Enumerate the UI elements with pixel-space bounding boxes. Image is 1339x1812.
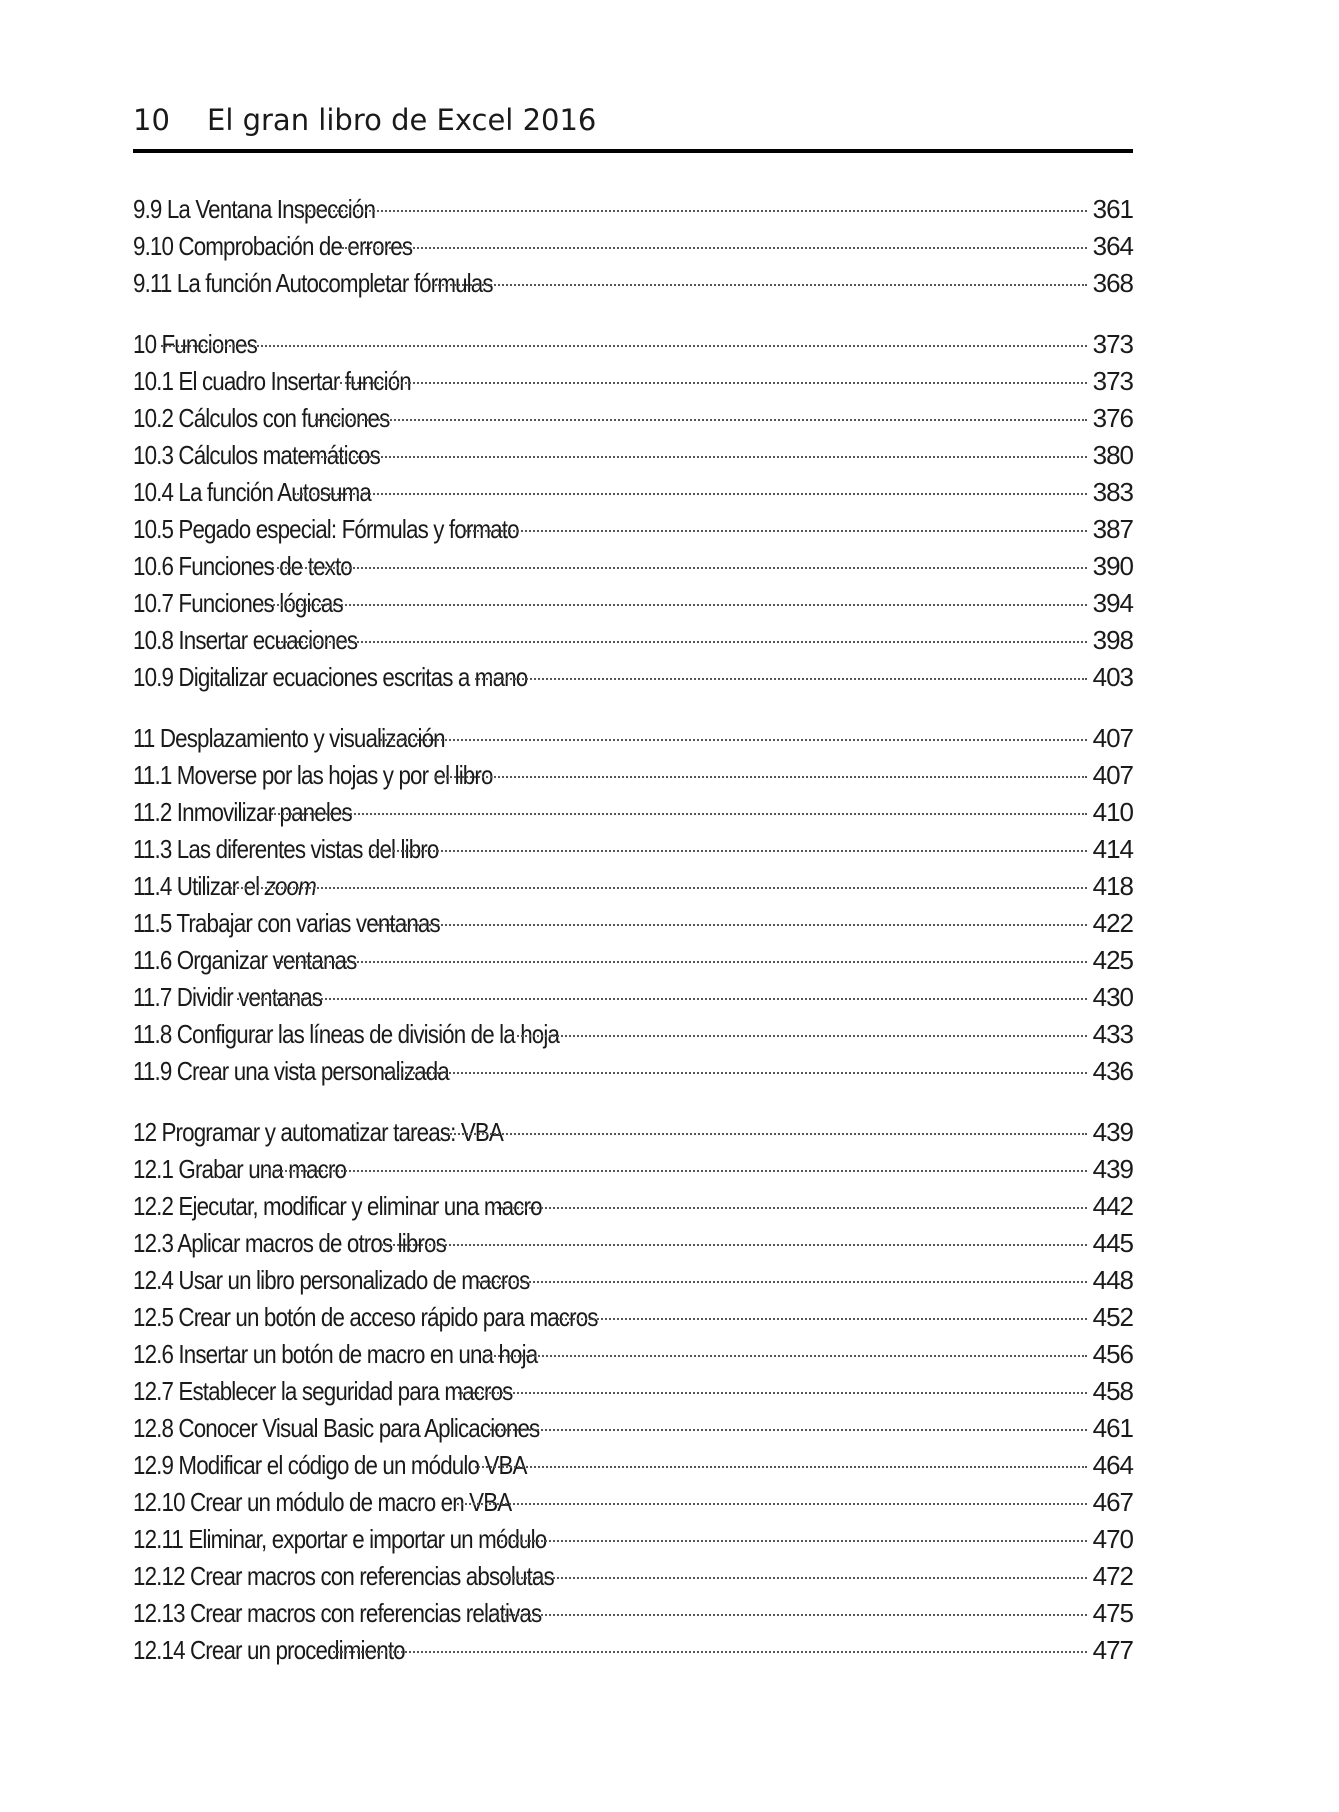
toc-entry-title	[133, 1016, 559, 1053]
toc-entry-page-number: 470	[1092, 1524, 1133, 1554]
dot-leader	[372, 850, 1086, 852]
toc-entry-page-number: 380	[1092, 440, 1133, 470]
toc-entry-page-number: 407	[1092, 723, 1133, 753]
dot-leader	[230, 887, 1087, 889]
toc-entry	[133, 548, 1133, 585]
dot-leader	[374, 924, 1087, 926]
toc-entry-page-number: 433	[1092, 1019, 1133, 1049]
toc-entry	[133, 979, 1133, 1016]
toc-entry	[133, 720, 1133, 757]
dot-leader	[435, 776, 1087, 778]
toc-entry	[133, 511, 1133, 548]
dot-leader	[478, 1281, 1087, 1283]
dot-leader	[277, 961, 1087, 963]
toc-entry-page-number: 464	[1092, 1450, 1133, 1480]
toc-entry-title-text: 9.10 Comprobación de errores	[133, 231, 413, 261]
header-divider	[133, 149, 1133, 153]
toc-entry-page-number: 436	[1092, 1056, 1133, 1086]
toc-entry-title-text: 11.9 Crear una vista personalizada	[133, 1056, 449, 1086]
toc-entry-title-text: 10.4 La función Autosuma	[133, 477, 371, 507]
dot-leader	[161, 345, 1087, 347]
toc-entry-title	[133, 511, 519, 548]
toc-entry-page-number: 439	[1092, 1117, 1133, 1147]
toc-entry-page-number: 445	[1092, 1228, 1133, 1258]
toc-entry-title-text: 12.14 Crear un procedimiento	[133, 1635, 405, 1665]
toc-entry-title-text: 10 Funciones	[133, 329, 257, 359]
toc-entry-title	[133, 1299, 598, 1336]
toc-entry	[133, 1410, 1133, 1447]
toc-entry-title-text: 12 Programar y automatizar tareas: VBA	[133, 1117, 503, 1147]
toc-entry-title-text: 10.7 Funciones lógicas	[133, 588, 343, 618]
toc-entry-title	[133, 1484, 511, 1521]
dot-leader	[557, 1318, 1086, 1320]
toc-entry-title	[133, 1188, 542, 1225]
toc-entry-title	[133, 1595, 541, 1632]
toc-entry-page-number: 403	[1092, 662, 1133, 692]
toc-entry-page-number: 383	[1092, 477, 1133, 507]
toc-entry-page-number: 472	[1092, 1561, 1133, 1591]
page-number: 10	[133, 103, 170, 137]
dot-leader	[304, 456, 1086, 458]
toc-entry	[133, 794, 1133, 831]
toc-entry	[133, 1053, 1133, 1090]
toc-entry-title-text: 11 Desplazamiento y visualización	[133, 723, 445, 753]
toc-entry-title-text: 10.9 Digitalizar ecuaciones escritas a mano	[133, 662, 528, 692]
toc-entry-page-number: 461	[1092, 1413, 1133, 1443]
toc-entry-title	[133, 1373, 513, 1410]
toc-entry-title-text: 11.5 Trabajar con varias ventanas	[133, 908, 440, 938]
toc-entry-title-text: 12.12 Crear macros con referencias absolutas	[133, 1561, 554, 1591]
dot-leader	[457, 1503, 1087, 1505]
toc-entry-title-text: 10.8 Insertar ecuaciones	[133, 625, 358, 655]
toc-entry	[133, 1484, 1133, 1521]
toc-entry-page-number: 373	[1092, 329, 1133, 359]
toc-entry	[133, 831, 1133, 868]
toc-entry-title-text: 9.11 La función Autocompletar fórmulas	[133, 268, 493, 298]
toc-entry	[133, 1151, 1133, 1188]
toc-entry	[133, 437, 1133, 474]
toc-entry	[133, 585, 1133, 622]
toc-entry-title-text: 12.3 Aplicar macros de otros libros	[133, 1228, 446, 1258]
toc-entry-title-text: 12.9 Modificar el código de un módulo VBA	[133, 1450, 527, 1480]
toc-entry	[133, 1114, 1133, 1151]
toc-entry-page-number: 414	[1092, 834, 1133, 864]
toc-entry	[133, 1016, 1133, 1053]
toc-entry-title	[133, 1336, 537, 1373]
toc-entry-title	[133, 1558, 554, 1595]
toc-entry-title-text: 12.6 Insertar un botón de macro en una hoja	[133, 1339, 538, 1369]
toc-entry-page-number: 430	[1092, 982, 1133, 1012]
toc-entry	[133, 942, 1133, 979]
dot-leader	[342, 247, 1087, 249]
toc-entry-page-number: 452	[1092, 1302, 1133, 1332]
toc-entry-page-number: 410	[1092, 797, 1133, 827]
toc-entry-title	[133, 659, 527, 696]
dot-leader	[298, 210, 1086, 212]
toc-entry	[133, 1188, 1133, 1225]
dot-leader	[498, 1540, 1087, 1542]
dot-leader	[512, 1035, 1086, 1037]
toc-entry	[133, 1336, 1133, 1373]
dot-leader	[475, 1466, 1087, 1468]
dot-leader	[447, 1133, 1086, 1135]
dot-leader	[381, 1244, 1087, 1246]
toc-entry	[133, 191, 1133, 228]
toc-entry-title-text: 11.7 Dividir ventanas	[133, 982, 323, 1012]
toc-entry-page-number: 439	[1092, 1154, 1133, 1184]
toc-entry-title-text: 11.4 Utilizar el	[133, 871, 265, 901]
dot-leader	[384, 1072, 1086, 1074]
toc-entry-page-number: 364	[1092, 231, 1133, 261]
toc-entry-title-text: 12.1 Grabar una macro	[133, 1154, 347, 1184]
toc-entry-title-text: 12.11 Eliminar, exportar e importar un módulo	[133, 1524, 547, 1554]
toc-entry-page-number: 477	[1092, 1635, 1133, 1665]
toc-entry	[133, 1373, 1133, 1410]
toc-entry-title-text: 12.10 Crear un módulo de macro en VBA	[133, 1487, 512, 1517]
toc-entry-title-text: 10.5 Pegado especial: Fórmulas y formato	[133, 514, 519, 544]
toc-entry-page-number: 394	[1092, 588, 1133, 618]
toc-entry-page-number: 475	[1092, 1598, 1133, 1628]
toc-entry-page-number: 376	[1092, 403, 1133, 433]
toc-entry	[133, 1447, 1133, 1484]
dot-leader	[492, 1614, 1087, 1616]
toc-entry-title	[133, 1447, 527, 1484]
toc-entry	[133, 1632, 1133, 1669]
toc-entry	[133, 868, 1133, 905]
dot-leader	[294, 493, 1087, 495]
toc-entry-page-number: 456	[1092, 1339, 1133, 1369]
toc-entry-page-number: 361	[1092, 194, 1133, 224]
toc-entry-page-number: 387	[1092, 514, 1133, 544]
dot-leader	[272, 567, 1087, 569]
toc-entry-title-emphasis: zoom	[264, 871, 316, 901]
dot-leader	[333, 1651, 1087, 1653]
dot-leader	[271, 813, 1086, 815]
dot-leader	[492, 1207, 1086, 1209]
toc-entry	[133, 757, 1133, 794]
toc-section	[133, 326, 1133, 696]
dot-leader	[380, 739, 1087, 741]
toc-entry	[133, 474, 1133, 511]
toc-entry-title-text: 9.9 La Ventana Inspección	[133, 194, 376, 224]
toc-section	[133, 191, 1133, 302]
toc-entry-page-number: 390	[1092, 551, 1133, 581]
dot-leader	[340, 382, 1087, 384]
dot-leader	[278, 641, 1087, 643]
toc-entry-page-number: 467	[1092, 1487, 1133, 1517]
toc-entry	[133, 400, 1133, 437]
toc-entry-title	[133, 1262, 529, 1299]
toc-entry	[133, 326, 1133, 363]
dot-leader	[265, 1170, 1087, 1172]
toc-entry	[133, 228, 1133, 265]
table-of-contents	[133, 191, 1133, 1693]
toc-entry	[133, 363, 1133, 400]
book-title: El gran libro de Excel 2016	[207, 103, 597, 137]
toc-entry-title-text: 12.13 Crear macros con referencias relativas	[133, 1598, 542, 1628]
toc-entry	[133, 905, 1133, 942]
toc-entry-title-text: 10.1 El cuadro Insertar función	[133, 366, 411, 396]
toc-entry	[133, 622, 1133, 659]
dot-leader	[506, 1577, 1086, 1579]
toc-entry-page-number: 458	[1092, 1376, 1133, 1406]
toc-entry-title-text: 10.3 Cálculos matemáticos	[133, 440, 380, 470]
toc-entry-title-text: 10.2 Cálculos con funciones	[133, 403, 390, 433]
dot-leader	[315, 419, 1086, 421]
toc-entry-page-number: 422	[1092, 908, 1133, 938]
toc-entry-title-text: 11.1 Moverse por las hojas y por el libro	[133, 760, 493, 790]
toc-entry-page-number: 407	[1092, 760, 1133, 790]
toc-entry-page-number: 373	[1092, 366, 1133, 396]
toc-entry	[133, 265, 1133, 302]
dot-leader	[458, 1392, 1086, 1394]
dot-leader	[487, 1355, 1086, 1357]
toc-section	[133, 1114, 1133, 1669]
toc-entry-title-text: 10.6 Funciones de texto	[133, 551, 352, 581]
dot-leader	[435, 284, 1086, 286]
toc-entry-page-number: 425	[1092, 945, 1133, 975]
page-header	[133, 100, 1133, 140]
toc-entry	[133, 1262, 1133, 1299]
toc-entry-title-text: 12.7 Establecer la seguridad para macros	[133, 1376, 513, 1406]
toc-section	[133, 720, 1133, 1090]
dot-leader	[465, 530, 1086, 532]
dot-leader	[261, 604, 1087, 606]
toc-entry	[133, 1558, 1133, 1595]
dot-leader	[237, 998, 1087, 1000]
toc-entry-title-text: 11.3 Las diferentes vistas del libro	[133, 834, 439, 864]
toc-entry-title	[133, 1521, 546, 1558]
toc-entry-title-text: 12.8 Conocer Visual Basic para Aplicaciones	[133, 1413, 540, 1443]
toc-entry-title-text: 12.4 Usar un libro personalizado de macros	[133, 1265, 530, 1295]
toc-entry	[133, 1521, 1133, 1558]
toc-entry-title-text: 12.2 Ejecutar, modificar y eliminar una macro	[133, 1191, 542, 1221]
toc-entry-title-text: 11.2 Inmovilizar paneles	[133, 797, 352, 827]
toc-entry-page-number: 398	[1092, 625, 1133, 655]
toc-entry	[133, 659, 1133, 696]
toc-entry-page-number: 418	[1092, 871, 1133, 901]
toc-entry-title-text: 11.6 Organizar ventanas	[133, 945, 357, 975]
dot-leader	[475, 678, 1086, 680]
toc-entry-page-number: 442	[1092, 1191, 1133, 1221]
toc-entry-page-number: 368	[1092, 268, 1133, 298]
toc-entry	[133, 1299, 1133, 1336]
toc-entry-title	[133, 1410, 539, 1447]
toc-entry	[133, 1595, 1133, 1632]
toc-entry	[133, 1225, 1133, 1262]
dot-leader	[490, 1429, 1087, 1431]
toc-entry-title-text: 12.5 Crear un botón de acceso rápido para macros	[133, 1302, 598, 1332]
toc-entry-page-number: 448	[1092, 1265, 1133, 1295]
toc-entry-title-text: 11.8 Configurar las líneas de división de la hoja	[133, 1019, 560, 1049]
